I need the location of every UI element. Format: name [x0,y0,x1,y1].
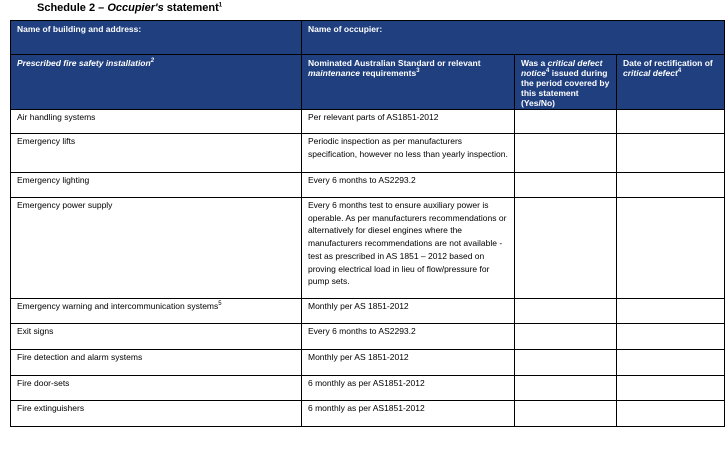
installation-text: Emergency lighting [17,175,90,185]
table-row [11,198,725,299]
rectification-cell[interactable] [617,350,725,376]
col-rectification-footnote: 4 [677,68,682,75]
standard-cell: Every 6 months to AS2293.2 [302,324,515,350]
col-defect-footnote: 4 [546,68,550,75]
rectification-cell[interactable] [617,198,725,299]
table-row [11,401,725,427]
table-row [11,350,725,376]
installation-cell [11,110,302,134]
installation-cell [11,173,302,198]
building-address-label: Name of building and address: [11,21,302,55]
installation-footnote: 5 [218,301,222,308]
standard-cell: Monthly per AS 1851-2012 [302,350,515,376]
standard-cell: Periodic inspection as per manufacturers specification, however no less than yearly inspection. [302,134,515,173]
defect-cell[interactable] [515,324,617,350]
installation-text: Exit signs [17,326,54,336]
installation-text: Fire detection and alarm systems [17,352,143,362]
col-installation-header [11,55,302,110]
standard-cell: Every 6 months to AS2293.2 [302,173,515,198]
table-row [11,299,725,324]
installation-cell [11,324,302,350]
col-defect-pre: Was a [521,58,548,68]
defect-cell[interactable] [515,134,617,173]
rectification-cell[interactable] [617,173,725,198]
installation-text: Air handling systems [17,112,96,122]
defect-cell[interactable] [515,173,617,198]
installation-text: Emergency power supply [17,200,113,210]
installation-cell [11,299,302,324]
title-footnote-ref: 1 [218,2,223,9]
col-standard-pre: Nominated Australian Standard or relevant [308,58,481,68]
col-defect-header [515,55,617,110]
table-row [11,134,725,173]
installation-cell [11,376,302,401]
defect-cell[interactable] [515,299,617,324]
installation-cell [11,198,302,299]
col-standard-post: requirements [359,68,417,78]
col-installation-text: Prescribed fire safety installation [17,58,151,68]
rectification-cell[interactable] [617,324,725,350]
defect-cell[interactable] [515,198,617,299]
col-installation-footnote: 2 [150,58,155,65]
col-standard-footnote: 3 [416,68,420,75]
installation-text: Emergency lifts [17,136,76,146]
rectification-cell[interactable] [617,110,725,134]
header-row-columns [11,55,725,110]
standard-cell: 6 monthly as per AS1851-2012 [302,401,515,427]
defect-cell[interactable] [515,110,617,134]
defect-cell[interactable] [515,376,617,401]
table-row [11,110,725,134]
table-row [11,376,725,401]
col-defect-post: issued during the period covered by this statement (Yes/No) [521,68,610,108]
col-defect-italic: critical defect notice [521,58,603,78]
table-row [11,324,725,350]
standard-cell: Per relevant parts of AS1851-2012 [302,110,515,134]
rectification-cell[interactable] [617,376,725,401]
standard-cell: 6 monthly as per AS1851-2012 [302,376,515,401]
defect-cell[interactable] [515,401,617,427]
title-suffix: statement [163,2,219,14]
standard-cell: Monthly per AS 1851-2012 [302,299,515,324]
occupier-name-label: Name of occupier: [302,21,725,55]
col-standard-header [302,55,515,110]
col-rectification-italic: critical defect [623,68,678,78]
rectification-cell[interactable] [617,401,725,427]
table-row [11,173,725,198]
installation-text: Emergency warning and intercommunication systems [17,301,219,311]
installation-cell [11,401,302,427]
defect-cell[interactable] [515,350,617,376]
installation-text: Fire extinguishers [17,403,85,413]
occupier-statement-table [10,20,725,427]
title-italic: Occupier's [107,2,164,14]
col-standard-italic: maintenance [308,68,360,78]
standard-cell: Every 6 months test to ensure auxiliary power is operable. As per manufacturers recommendations or alternatively for diesel engines where the manufacturers recommendations are not available - test as prescribed in AS 1851 – 2012 based on proving electrical load in lieu of flow/pressure for pump sets. [302,198,515,299]
title-prefix: Schedule 2 – [37,2,108,14]
page-title [37,2,222,14]
col-rectification-header [617,55,725,110]
rectification-cell[interactable] [617,134,725,173]
installation-cell [11,350,302,376]
header-row-building [11,21,725,55]
col-rectification-pre: Date of rectification of [623,58,713,68]
installation-cell [11,134,302,173]
rectification-cell[interactable] [617,299,725,324]
installation-text: Fire door-sets [17,378,70,388]
